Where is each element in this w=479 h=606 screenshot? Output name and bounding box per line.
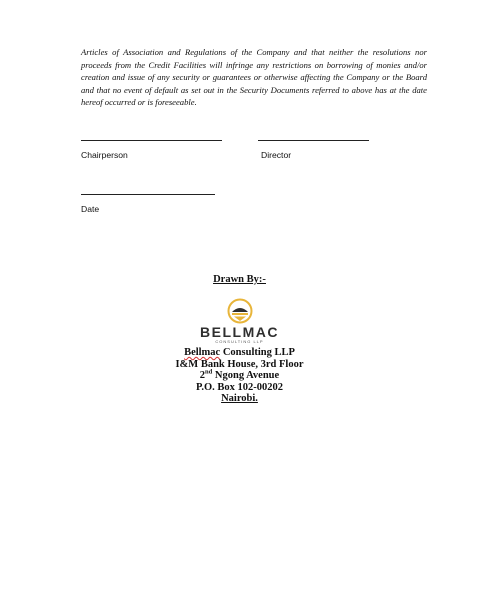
address-line-3: [0, 370, 479, 382]
chairperson-label: Chairperson: [81, 150, 128, 160]
address-line-4: P.O. Box 102-00202: [195, 381, 284, 393]
drawn-by-prefix: Drawn: [213, 274, 247, 285]
bellmac-emblem-icon: [227, 298, 253, 324]
address-line-5: Nairobi.: [221, 393, 258, 405]
firm-name-first: Bellmac: [184, 347, 221, 358]
chairperson-signature-line: [81, 140, 222, 141]
logo-tagline: CONSULTING LLP: [215, 339, 264, 344]
director-label: Director: [261, 150, 292, 160]
date-signature-line: [81, 194, 215, 195]
address-line-3-ordinal: 2: [199, 370, 206, 382]
drawn-by-heading: [0, 274, 479, 285]
address-line-3-rest: Ngong Avenue: [212, 370, 280, 382]
address-line-2: I&M Bank House, 3rd Floor: [175, 358, 304, 370]
firm-name: [0, 347, 479, 359]
drawn-by-suffix: By:-: [246, 274, 266, 285]
firm-address-block: [0, 347, 479, 405]
logo-brand-text: BELLMAC: [200, 324, 279, 340]
address-line-3-sup: nd: [205, 368, 213, 376]
date-label: Date: [81, 204, 100, 214]
bellmac-logo: [0, 298, 479, 344]
firm-name-rest: Consulting LLP: [220, 347, 295, 358]
certificate-paragraph: Articles of Association and Regulations of the Company and that neither the resolutions nor proceeds from the Credit Facilities will infringe any restrictions on borrowing of monies and/or creation and issue of any security or guarantees or otherwise affecting the Company or the Board and that no event of default as set out in the Security Documents referred to above has at the date hereof occurred or is foreseeable.: [81, 47, 427, 107]
director-signature-line: [258, 140, 369, 141]
